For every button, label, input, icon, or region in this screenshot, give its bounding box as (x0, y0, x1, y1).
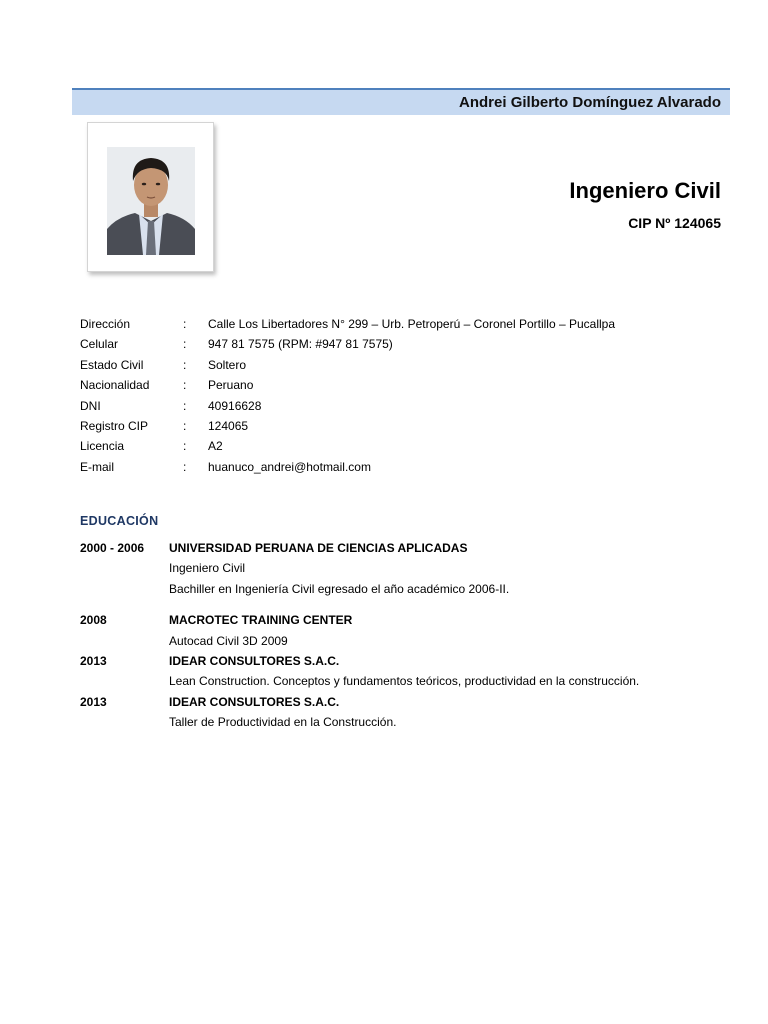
education-entry (80, 541, 720, 602)
education-detail (80, 582, 720, 602)
info-label: E-mail (80, 459, 115, 474)
personal-info (80, 317, 720, 480)
info-value: Calle Los Libertadores N° 299 – Urb. Petroperú – Coronel Portillo – Pucallpa (208, 317, 616, 331)
info-label: Registro CIP (80, 418, 149, 433)
info-value: 40916628 (208, 398, 262, 413)
info-separator: : (183, 357, 187, 372)
info-row-nacionalidad (80, 378, 720, 398)
info-row-email (80, 460, 720, 480)
education-year: 2008 (80, 613, 107, 628)
education-institution: MACROTEC TRAINING CENTER (169, 613, 353, 628)
info-value: 947 81 7575 (RPM: #947 81 7575) (208, 337, 393, 352)
full-name: Andrei Gilberto Domínguez Alvarado (459, 94, 721, 111)
education-header (80, 654, 720, 674)
education-detail (80, 634, 720, 654)
education-detail (80, 715, 720, 735)
education-detail (80, 561, 720, 581)
info-separator: : (183, 418, 187, 433)
education-detail (80, 674, 720, 694)
info-value: Soltero (208, 357, 247, 372)
info-label: Licencia (80, 439, 125, 454)
education-detail-text: Autocad Civil 3D 2009 (169, 633, 288, 648)
portrait-photo-icon (107, 147, 195, 255)
education-detail-text: Ingeniero Civil (169, 561, 246, 576)
info-separator: : (183, 459, 187, 474)
education-detail-text: Taller de Productividad en la Construcción. (169, 715, 397, 730)
info-value: A2 (208, 439, 223, 454)
portrait-photo (87, 122, 214, 272)
education-section-title: EDUCACIÓN (80, 514, 159, 528)
education-detail-text: Lean Construction. Conceptos y fundamentos teóricos, productividad en la construcción. (169, 674, 640, 689)
info-separator: : (183, 378, 187, 393)
education-institution: UNIVERSIDAD PERUANA DE CIENCIAS APLICADAS (169, 541, 468, 555)
education-institution: IDEAR CONSULTORES S.A.C. (169, 653, 340, 668)
education-header (80, 613, 720, 633)
info-label: Estado Civil (80, 357, 144, 372)
email-link[interactable]: huanuco_andrei@hotmail.com (208, 459, 371, 474)
info-label: DNI (80, 398, 101, 413)
name-header-bar (72, 88, 730, 115)
education-header (80, 695, 720, 715)
education-header (80, 541, 720, 561)
info-label: Nacionalidad (80, 378, 150, 393)
info-label: Dirección (80, 317, 131, 331)
info-row-dni (80, 399, 720, 419)
education-year: 2013 (80, 694, 107, 709)
education-year: 2000 - 2006 (80, 541, 145, 555)
info-separator: : (183, 337, 187, 352)
info-row-licencia (80, 439, 720, 459)
education-institution: IDEAR CONSULTORES S.A.C. (169, 694, 340, 709)
cip-number: CIP Nº 124065 (628, 215, 721, 231)
education-list (80, 541, 720, 736)
info-separator: : (183, 439, 187, 454)
info-label: Celular (80, 337, 119, 352)
info-row-celular (80, 337, 720, 357)
education-entry (80, 654, 720, 695)
info-row-direccion (80, 317, 720, 337)
info-separator: : (183, 317, 187, 331)
info-value: 124065 (208, 418, 249, 433)
education-year: 2013 (80, 653, 107, 668)
job-title: Ingeniero Civil (569, 178, 721, 203)
education-entry (80, 695, 720, 736)
info-separator: : (183, 398, 187, 413)
info-row-estado-civil (80, 358, 720, 378)
education-entry (80, 613, 720, 654)
info-row-registro-cip (80, 419, 720, 439)
education-detail-text: Bachiller en Ingeniería Civil egresado el año académico 2006-II. (169, 581, 510, 596)
info-value: Peruano (208, 378, 254, 393)
